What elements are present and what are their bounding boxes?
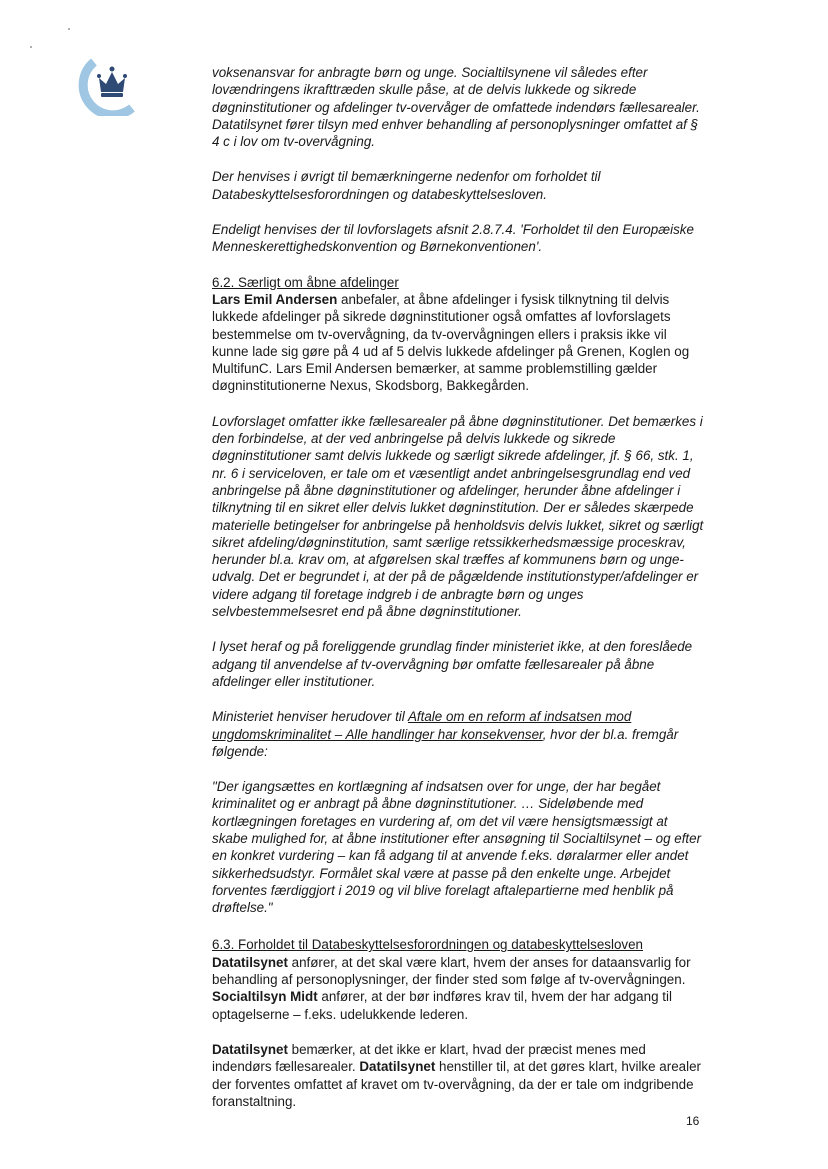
paragraph-text: anbefaler, at åbne afdelinger i fysisk tilknytning til delvis lukkede afdelinger på sikrede døgninstitutioner også omfattes af lovforslagets bestemmelse om tv-overvågning, da tv-overvågningen ellers i praksis ikke vil kunne lade sig gøre på 4 ud af 5 delvis lukkede afdelinger på Grenen, Koglen og MultifunC. Lars Emil Andersen bemærker, at samme problemstilling gælder døgninstitutionerne Nexus, Skodsborg, Bakkegården. xyxy=(212,291,690,394)
paragraph-data-controller xyxy=(212,954,704,1023)
scan-speck xyxy=(30,46,32,48)
org-name: Datatilsynet xyxy=(212,954,288,970)
page-number: 16 xyxy=(686,1114,700,1128)
document-body xyxy=(212,64,704,1128)
agreement-link[interactable]: Aftale om en reform af indsatsen mod ungdomskriminalitet – Alle handlinger har konsekvenser xyxy=(212,709,632,742)
person-name: Lars Emil Andersen xyxy=(212,291,338,307)
paragraph-data-protection-ref: Der henvises i øvrigt til bemærkningerne nedenfor om forholdet til Databeskyttelsesforordningen og databeskyttelsesloven. xyxy=(212,169,601,202)
quote-block: "Der igangsættes en kortlægning af indsatsen over for unge, der har begået kriminalitet og er anbragt på åbne døgninstitutioner. … Sideløbende med kortlægningen foretages en vurdering af, om det vil være hensigtsmæssigt at skabe mulighed for, at åbne institutioner efter ansøgning til Socialtilsynet – og efter en konkret vurdering – kan få adgang til at anvende f.eks. døralarmer eller andet sikkerhedsudstyr. Formålet skal være at passe på den enkelte unge. Arbejdet forventes færdiggjort i 2019 og vil blive forelagt aftalepartierne med henblik på drøftelse." xyxy=(212,779,702,916)
paragraph-common-areas xyxy=(212,1041,704,1110)
paragraph-open-institutions: Lovforslaget omfatter ikke fællesarealer på åbne døgninstitutioner. Det bemærkes i den forbindelse, at der ved anbringelse på delvis lukkede og sikrede døgninstitutioner samt delvis lukkede og særligt sikrede afdelinger, jf. § 66, stk. 1, nr. 6 i serviceloven, er tale om et væsentligt andet anbringelsesgrundlag end ved anbringelse på åbne døgninstitutioner og afdelinger, herunder åbne afdelinger i tilknytning til en sikret eller delvis lukket døgninstitution. Der er således skærpede materielle betingelser for anbringelse på henholdsvis delvis lukket, sikret og særligt sikret afdeling/døgninstitution, samt særlige retssikkerhedsmæssige proceskrav, herunder bl.a. krav om, at afgørelsen skal træffes af kommunens børn og unge-udvalg. Det er begrundet i, at der på de pågældende institutionstyper/afdelinger er videre adgang til foretage indgreb i de anbragte børn og unges selvbestemmelsesret end på åbne døgninstitutioner. xyxy=(212,413,704,620)
paragraph-andersen xyxy=(212,291,704,395)
scan-speck xyxy=(68,28,70,30)
paragraph-text: Ministeriet henviser herudover til xyxy=(212,709,408,725)
paragraph-ministry-view: I lyset heraf og på foreliggende grundlag finder ministeriet ikke, at den foreslåede adgang til anvendelse af tv-overvågning bør omfatte fællesarealer på åbne afdelinger eller institutioner. xyxy=(212,639,693,689)
org-name: Datatilsynet xyxy=(359,1059,436,1075)
org-name: Datatilsynet xyxy=(212,1041,288,1057)
section-heading-6-3: 6.3. Forholdet til Databeskyttelsesforordningen og databeskyttelsesloven xyxy=(212,937,643,953)
paragraph-text: anfører, at der bør indføres krav til, hvem der har adgang til optagelserne – f.eks. udelukkende lederen. xyxy=(212,989,672,1022)
paragraph-tv-supervision: voksenansvar for anbragte børn og unge. Socialtilsynene vil således efter lovændringens ikrafttræden skulle påse, at de delvis lukkede og sikrede døgninstitutioner og afdelinger tv-overvåger de omfattede indendørs fællesarealer. Datatilsynet fører tilsyn med enhver behandling af personoplysninger omfattet af § 4 c i lov om tv-overvågning. xyxy=(212,65,700,150)
org-name: Socialtilsyn Midt xyxy=(212,989,318,1005)
crown-logo-icon xyxy=(76,56,148,116)
paragraph-agreement-ref xyxy=(212,708,704,760)
paragraph-human-rights-ref: Endeligt henvises der til lovforslagets afsnit 2.8.7.4. 'Forholdet til den Europæiske Menneskerettighedskonvention og Børnekonventionen'. xyxy=(212,222,694,255)
paragraph-text: , hvor der bl.a. fremgår følgende: xyxy=(212,726,679,759)
paragraph-text: bemærker, at det ikke er klart, hvad der præcist menes med indendørs fællesarealer. xyxy=(212,1041,646,1075)
paragraph-text: anfører, at det skal være klart, hvem der anses for dataansvarlig for behandling af personoplysninger, der finder sted som følge af tv-overvågningen. xyxy=(212,954,691,988)
section-heading-6-2: 6.2. Særligt om åbne afdelinger xyxy=(212,274,399,290)
paragraph-text: henstiller til, at det gøres klart, hvilke arealer der forventes omfattet af kravet om tv-overvågning, da der er tale om indgribende foranstaltning. xyxy=(212,1059,701,1109)
